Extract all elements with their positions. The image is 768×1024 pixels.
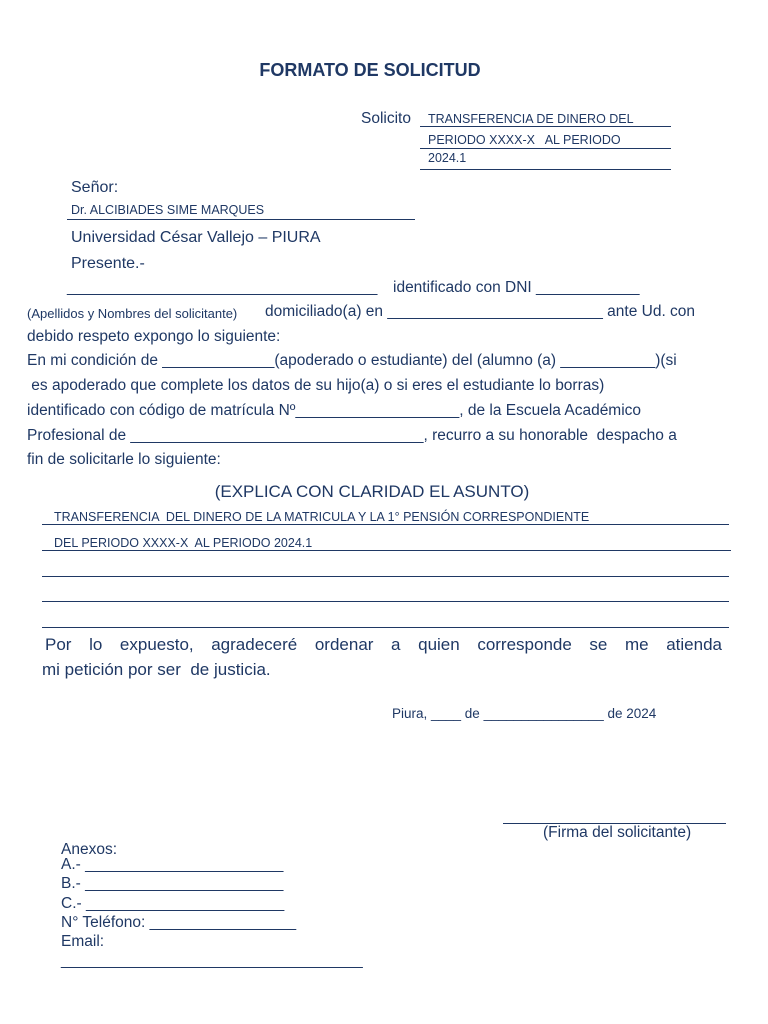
date-line: Piura, ____ de ________________ de 2024 — [392, 706, 657, 721]
body-line-6: identificado con código de matrícula Nº___________________, de la Escuela Académico — [27, 402, 642, 419]
underline — [42, 601, 729, 602]
body-line-3: debido respeto expongo lo siguiente: — [27, 328, 281, 345]
solicito-line-3: 2024.1 — [428, 151, 467, 165]
underline — [420, 148, 671, 149]
telefono: N° Teléfono: _________________ — [61, 914, 297, 931]
body-line-4: En mi condición de _____________(apoderado o estudiante) del (alumno (a) ___________)(si — [27, 352, 677, 369]
solicito-line-1: TRANSFERENCIA DE DINERO DEL — [428, 112, 634, 126]
domicilio-text: domiciliado(a) en _________________________ ante Ud. con — [265, 303, 696, 320]
name-blank: ____________________________________ — [67, 279, 378, 296]
underline — [420, 126, 671, 127]
anexo-c: C.- _______________________ — [61, 895, 285, 912]
presente: Presente.- — [71, 255, 145, 272]
asunto-line-1: TRANSFERENCIA DEL DINERO DE LA MATRICULA Y LA 1° PENSIÓN CORRESPONDIENTE — [54, 510, 590, 524]
page-title: FORMATO DE SOLICITUD — [259, 60, 481, 80]
underline — [42, 550, 731, 551]
underline — [42, 524, 729, 525]
institution: Universidad César Vallejo – PIURA — [71, 229, 321, 246]
solicito-line-2: PERIODO XXXX-X AL PERIODO — [428, 133, 621, 147]
anexos-heading: Anexos: — [61, 841, 118, 858]
email-label: Email: — [61, 933, 105, 950]
body-line-8: fin de solicitarle lo siguiente: — [27, 451, 221, 468]
body-line-7: Profesional de __________________________________, recurro a su honorable despacho a — [27, 427, 677, 444]
dni-text: identificado con DNI ____________ — [393, 279, 640, 296]
name-hint: (Apellidos y Nombres del solicitante) — [27, 306, 238, 321]
salutation: Señor: — [71, 179, 119, 196]
anexo-a: A.- _______________________ — [61, 856, 284, 873]
body-line-5: es apoderado que complete los datos de su hijo(a) o si eres el estudiante lo borras) — [27, 377, 605, 394]
closing-line-2: mi petición por ser de justicia. — [42, 660, 271, 679]
underline — [420, 169, 671, 170]
closing-line-1: Por lo expuesto, agradeceré ordenar a quien corresponde se me atienda — [45, 635, 722, 654]
underline — [67, 219, 415, 220]
asunto-line-2: DEL PERIODO XXXX-X AL PERIODO 2024.1 — [54, 536, 313, 550]
solicito-label: Solicito — [361, 110, 411, 127]
email-line: ___________________________________ — [61, 952, 363, 969]
underline — [42, 576, 729, 577]
underline — [42, 627, 729, 628]
asunto-heading: (EXPLICA CON CLARIDAD EL ASUNTO) — [214, 482, 530, 501]
anexo-b: B.- _______________________ — [61, 875, 284, 892]
addressee-name: Dr. ALCIBIADES SIME MARQUES — [71, 203, 265, 217]
signature-label: (Firma del solicitante) — [543, 824, 692, 841]
